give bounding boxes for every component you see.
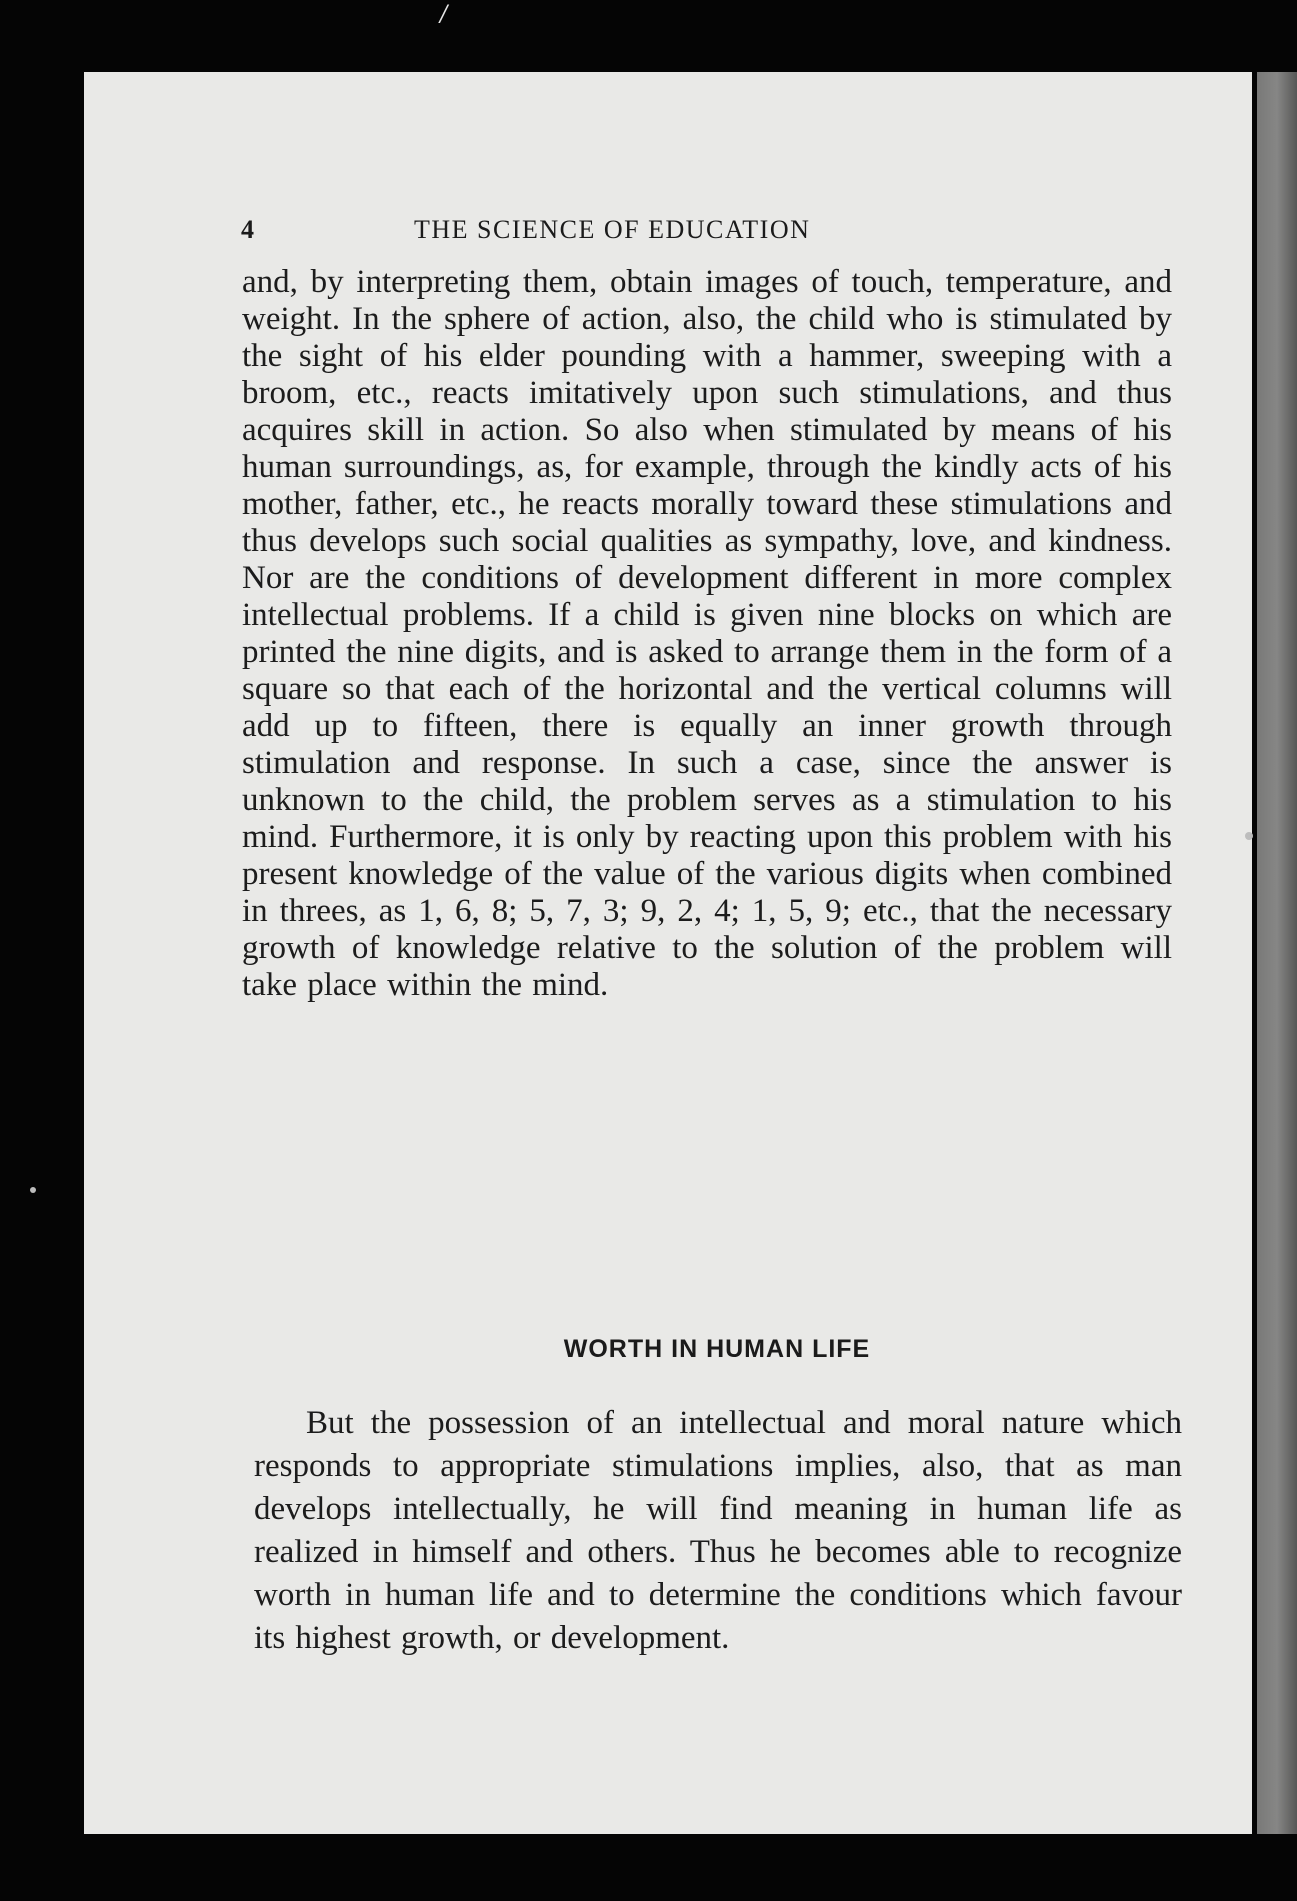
section-paragraph: But the possession of an intellectual and moral nature which responds to appropriate stimulations implies, also, that as man develops intellectually, he will find meaning in human life as realized in himself and others. Thus he becomes able to recognize worth in human life and to determine the conditions which favour its highest growth, or development.: [254, 1405, 1182, 1656]
book-page: [84, 72, 1252, 1834]
body-paragraph: and, by interpreting them, obtain images of touch, temperature, and weight. In the sphere of action, also, the child who is stimulated by the sight of his elder pounding with a hammer, sweeping with a broom, etc., reacts imitatively upon such stimulations, and thus acquires skill in action. So also when stimulated by means of his human surroundings, as, for example, through the kindly acts of his mother, father, etc., he reacts morally toward these stimulations and thus develops such social qualities as sympathy, love, and kindness. Nor are the conditions of development different in more complex intellectual problems. If a child is given nine blocks on which are printed the nine digits, and is asked to arrange them in the form of a square so that each of the horizontal and the vertical columns will add up to fifteen, there is equally an inner growth through stimulation and response. In such a case, since the answer is unknown to the child, the problem serves as a stimulation to his mind. Furthermore, it is only by reacting upon this problem with his present knowledge of the value of the various digits when combined in threes, as 1, 6, 8; 5, 7, 3; 9, 2, 4; 1, 5, 9; etc., that the necessary growth of knowledge relative to the solution of the problem will take place within the mind.: [242, 264, 1172, 1003]
page-edge-shadow: [1257, 72, 1297, 1834]
scan-mark: /: [440, 2, 448, 27]
running-head: THE SCIENCE OF EDUCATION: [414, 215, 811, 244]
section-heading: WORTH IN HUMAN LIFE: [563, 1335, 871, 1363]
scan-speck: [30, 1187, 36, 1193]
scan-speck: [1245, 832, 1253, 840]
page-number: 4: [241, 215, 254, 244]
